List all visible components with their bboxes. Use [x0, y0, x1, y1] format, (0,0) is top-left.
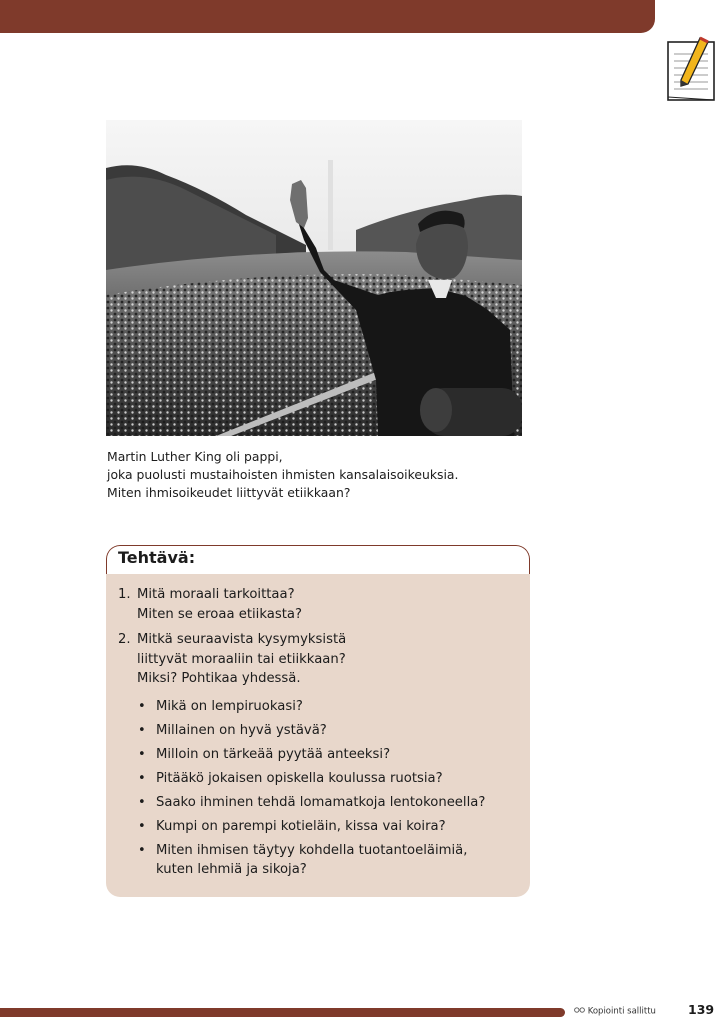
bullet-icon: • — [138, 794, 146, 810]
question-line: Mitä moraali tarkoittaa? — [137, 587, 295, 602]
list-item-text: Pitääkö jokaisen opiskella koulussa ruotsia? — [156, 770, 443, 786]
list-item-text: Miten ihmisen täytyy kohdella tuotantoeläimiä, — [156, 842, 468, 858]
list-item-text: Kumpi on parempi kotieläin, kissa vai koira? — [156, 818, 446, 834]
bullet-icon: • — [138, 842, 146, 858]
copy-note — [574, 1006, 656, 1017]
top-header-bar — [0, 0, 655, 33]
question-line: Miten se eroaa etiikasta? — [137, 606, 302, 622]
question-number: 1. — [118, 587, 131, 602]
list-item — [138, 769, 523, 789]
copy-note-text: Kopiointi sallittu — [587, 1006, 656, 1017]
list-item-text: Saako ihminen tehdä lomamatkoja lentokoneella? — [156, 794, 486, 810]
question-item — [118, 585, 523, 624]
list-item-text: kuten lehmiä ja sikoja? — [156, 862, 307, 877]
caption-line: Miten ihmisoikeudet liittyvät etiikkaan? — [107, 485, 351, 500]
list-item — [138, 721, 523, 741]
notepad-pencil-icon — [664, 36, 718, 104]
list-item — [138, 841, 523, 880]
bullet-icon: • — [138, 722, 146, 738]
task-questions — [118, 585, 523, 884]
bullet-icon: • — [138, 818, 146, 834]
question-line: Miksi? Pohtikaa yhdessä. — [137, 671, 301, 686]
list-item — [138, 745, 523, 765]
caption-line: Martin Luther King oli pappi, — [107, 449, 283, 464]
question-text — [137, 630, 346, 689]
list-item — [138, 793, 523, 813]
question-number: 2. — [118, 632, 131, 647]
question-line: Mitkä seuraavista kysymyksistä — [137, 632, 347, 647]
photo-caption — [107, 448, 527, 502]
list-item-text: Milloin on tärkeää pyytää anteeksi? — [156, 746, 391, 762]
list-item — [138, 817, 523, 837]
bullet-list — [138, 697, 523, 880]
task-title: Tehtävä: — [118, 548, 196, 567]
bottom-footer-bar — [0, 1008, 565, 1017]
bullet-icon: • — [138, 746, 146, 762]
caption-line: joka puolusti mustaihoisten ihmisten kansalaisoikeuksia. — [107, 467, 459, 482]
list-item — [138, 697, 523, 717]
list-item-text: Millainen on hyvä ystävä? — [156, 722, 327, 738]
bullet-icon: • — [138, 698, 146, 714]
list-item-text: Mikä on lempiruokasi? — [156, 698, 303, 714]
question-text — [137, 585, 302, 624]
question-line: liittyvät moraaliin tai etiikkaan? — [137, 651, 346, 667]
copy-allowed-icon — [574, 1006, 585, 1016]
question-item — [118, 630, 523, 689]
bullet-icon: • — [138, 770, 146, 786]
mlk-photo — [106, 120, 522, 436]
task-box — [106, 545, 530, 897]
page-number: 139 — [688, 1002, 715, 1017]
